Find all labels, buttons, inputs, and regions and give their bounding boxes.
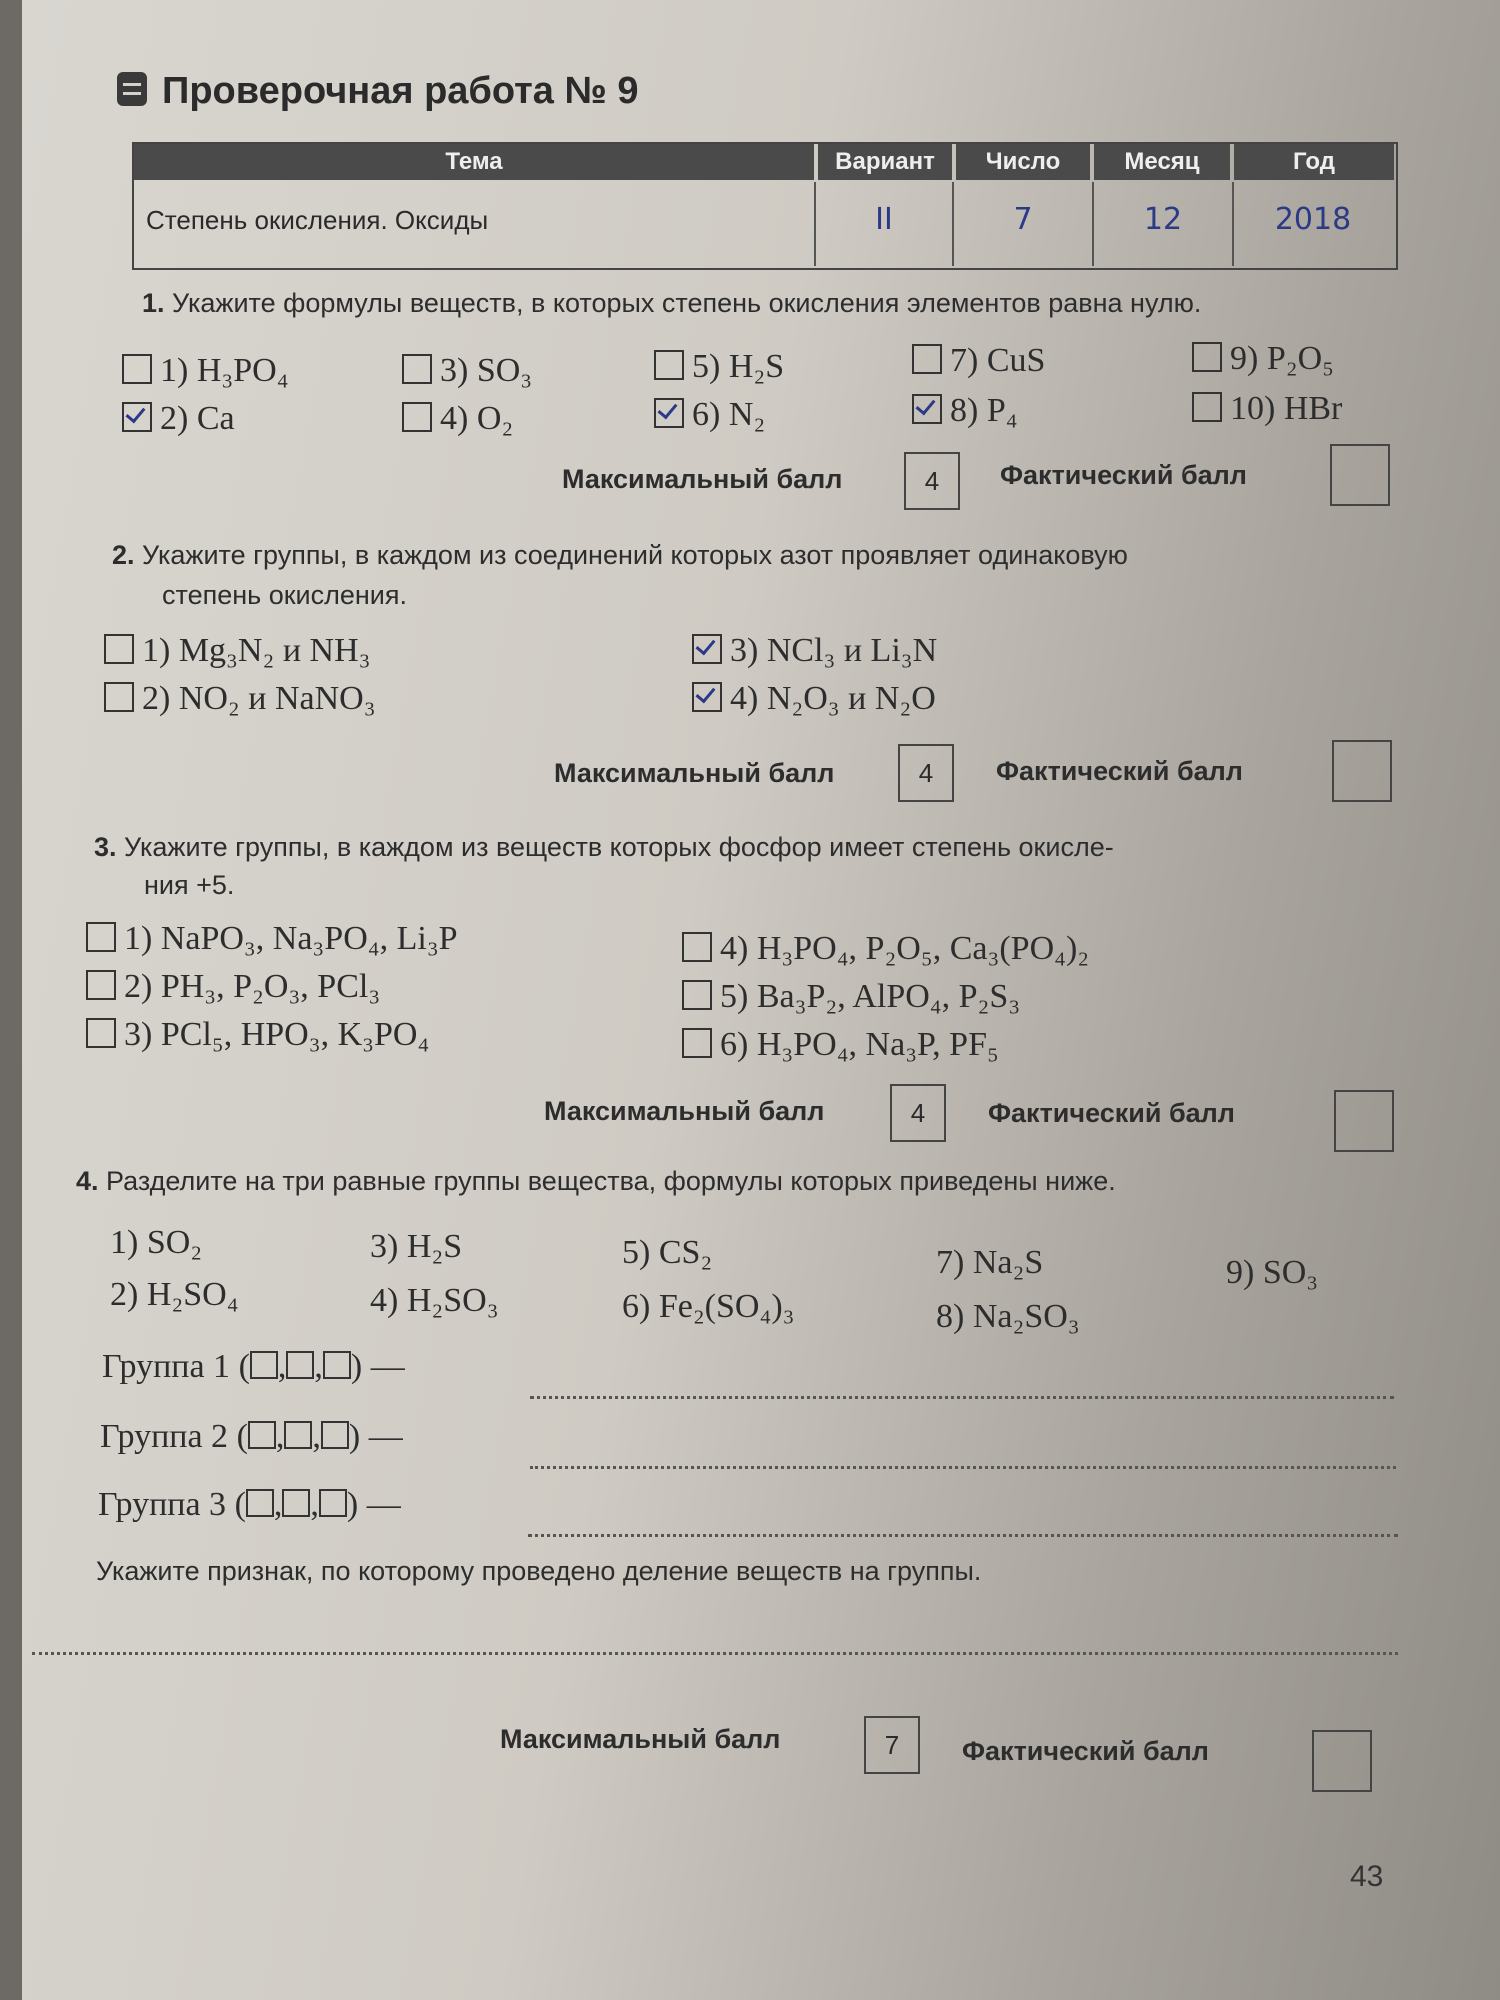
group-3-box-a[interactable] (246, 1489, 274, 1517)
head-topic: Тема (134, 144, 814, 180)
q1-option-8[interactable]: 8) P₄ (912, 392, 1018, 430)
group-3-box-b[interactable] (282, 1489, 310, 1517)
checkbox[interactable] (86, 1018, 116, 1048)
q3-option-3[interactable]: 3) PCl₅, HPO₃, K₃PO₄ (86, 1016, 429, 1054)
q4-substance-7: 7) Na₂S (936, 1244, 1044, 1281)
q2-option-2[interactable]: 2) NO₂ и NaNO₃ (104, 680, 376, 718)
q4-max-score-label: Максимальный балл (500, 1724, 781, 1754)
q3-text-line2: ния +5. (144, 870, 235, 900)
q3-max-score-value: 4 (890, 1084, 946, 1142)
q3-max-score-label: Максимальный балл (544, 1096, 825, 1126)
q4-actual-score-label: Фактический балл (962, 1736, 1209, 1766)
q1-actual-score-box[interactable] (1330, 444, 1390, 506)
head-day: Число (956, 144, 1090, 180)
criterion-answer-line[interactable] (32, 1652, 1398, 1655)
q1-option-6[interactable]: 6) N₂ (654, 396, 765, 434)
q4-substance-2: 2) H₂SO₄ (110, 1276, 239, 1313)
q1-option-5[interactable]: 5) H₂S (654, 348, 784, 386)
q1-option-7[interactable]: 7) CuS (912, 342, 1045, 380)
checkbox[interactable] (912, 344, 942, 374)
checkbox[interactable] (402, 354, 432, 384)
group-2-box-a[interactable] (248, 1421, 276, 1449)
q4-substance-6: 6) Fe₂(SO₄)₃ (622, 1288, 795, 1325)
worksheet-icon (117, 72, 147, 106)
q1-option-3[interactable]: 3) SO₃ (402, 352, 532, 390)
q4-substance-9: 9) SO₃ (1226, 1254, 1319, 1291)
checkbox-checked[interactable] (654, 398, 684, 428)
checkbox-checked[interactable] (692, 682, 722, 712)
checkbox[interactable] (86, 922, 116, 952)
checkbox[interactable] (104, 682, 134, 712)
q4-text: 4. Разделите на три равные группы вещества, формулы которых приведены ниже. (76, 1166, 1116, 1196)
q2-max-score-label: Максимальный балл (554, 758, 835, 788)
checkbox[interactable] (122, 354, 152, 384)
day-value: 7 (954, 182, 1094, 266)
q1-text: 1. Укажите формулы веществ, в которых степень окисления элементов равна нулю. (142, 288, 1202, 318)
q4-substance-8: 8) Na₂SO₃ (936, 1298, 1080, 1335)
group-2-box-c[interactable] (321, 1421, 349, 1449)
checkbox[interactable] (104, 634, 134, 664)
q3-actual-score-box[interactable] (1334, 1090, 1394, 1152)
checkbox[interactable] (86, 970, 116, 1000)
q2-actual-score-box[interactable] (1332, 740, 1392, 802)
variant-value: II (816, 182, 954, 266)
checkbox-checked[interactable] (692, 634, 722, 664)
q1-option-1[interactable]: 1) H₃PO₄ (122, 352, 289, 390)
checkbox[interactable] (682, 980, 712, 1010)
info-table (132, 142, 1398, 270)
page-number: 43 (1350, 1860, 1384, 1893)
worksheet-page (22, 0, 1500, 2000)
topic-value: Степень окисления. Оксиды (134, 182, 816, 266)
checkbox-checked[interactable] (912, 394, 942, 424)
q3-option-2[interactable]: 2) PH₃, P₂O₃, PCl₃ (86, 968, 380, 1006)
q3-actual-score-label: Фактический балл (988, 1098, 1235, 1128)
checkbox[interactable] (1192, 392, 1222, 422)
group-1-box-b[interactable] (286, 1351, 314, 1379)
q4-substance-4: 4) H₂SO₃ (370, 1282, 499, 1319)
q3-text: 3. Укажите группы, в каждом из веществ которых фосфор имеет степень окисле- (94, 832, 1114, 862)
checkbox[interactable] (1192, 342, 1222, 372)
q1-max-score-value: 4 (904, 452, 960, 510)
q3-option-6[interactable]: 6) H₃PO₄, Na₃P, PF₅ (682, 1026, 999, 1064)
group-1-box-a[interactable] (250, 1351, 278, 1379)
q2-text-line2: степень окисления. (162, 580, 407, 610)
q1-option-4[interactable]: 4) O₂ (402, 400, 513, 438)
checkbox[interactable] (654, 350, 684, 380)
head-year: Год (1234, 144, 1394, 180)
page-title: Проверочная работа № 9 (162, 70, 639, 112)
q2-text: 2. Укажите группы, в каждом из соединений которых азот проявляет одинаковую (112, 540, 1128, 570)
q4-criterion: Укажите признак, по которому проведено деление веществ на группы. (96, 1556, 982, 1586)
group-1-row: Группа 1 ( , , ) — (102, 1348, 405, 1385)
group-3-row: Группа 3 ( , , ) — (98, 1486, 401, 1523)
q4-substance-1: 1) SO₂ (110, 1224, 203, 1261)
q3-option-1[interactable]: 1) NaPO₃, Na₃PO₄, Li₃P (86, 920, 458, 958)
group-1-answer-line[interactable] (530, 1396, 1394, 1399)
group-2-answer-line[interactable] (530, 1466, 1396, 1469)
group-2-box-b[interactable] (284, 1421, 312, 1449)
q2-max-score-value: 4 (898, 744, 954, 802)
q2-actual-score-label: Фактический балл (996, 756, 1243, 786)
group-3-answer-line[interactable] (528, 1534, 1398, 1537)
head-month: Месяц (1094, 144, 1230, 180)
q1-actual-score-label: Фактический балл (1000, 460, 1247, 490)
q1-max-score-label: Максимальный балл (562, 464, 843, 494)
group-1-box-c[interactable] (323, 1351, 351, 1379)
q4-max-score-value: 7 (864, 1716, 920, 1774)
month-value: 12 (1094, 182, 1234, 266)
q3-option-5[interactable]: 5) Ba₃P₂, AlPO₄, P₂S₃ (682, 978, 1020, 1016)
q4-substance-3: 3) H₂S (370, 1228, 463, 1265)
head-variant: Вариант (818, 144, 952, 180)
q2-option-3[interactable]: 3) NCl₃ и Li₃N (692, 632, 937, 670)
q3-option-4[interactable]: 4) H₃PO₄, P₂O₅, Ca₃(PO₄)₂ (682, 930, 1089, 968)
year-value: 2018 (1274, 202, 1352, 237)
q1-option-9[interactable]: 9) P₂O₅ (1192, 340, 1334, 378)
q2-option-4[interactable]: 4) N₂O₃ и N₂O (692, 680, 936, 718)
q1-option-10[interactable]: 10) HBr (1192, 390, 1342, 428)
q4-actual-score-box[interactable] (1312, 1730, 1372, 1792)
q2-option-1[interactable]: 1) Mg₃N₂ и NH₃ (104, 632, 370, 670)
q1-option-2[interactable]: 2) Ca (122, 400, 235, 438)
checkbox[interactable] (682, 1028, 712, 1058)
group-2-row: Группа 2 ( , , ) — (100, 1418, 403, 1455)
checkbox-checked[interactable] (122, 402, 152, 432)
q4-substance-5: 5) CS₂ (622, 1234, 713, 1271)
checkbox[interactable] (682, 932, 712, 962)
group-3-box-c[interactable] (319, 1489, 347, 1517)
checkbox[interactable] (402, 402, 432, 432)
